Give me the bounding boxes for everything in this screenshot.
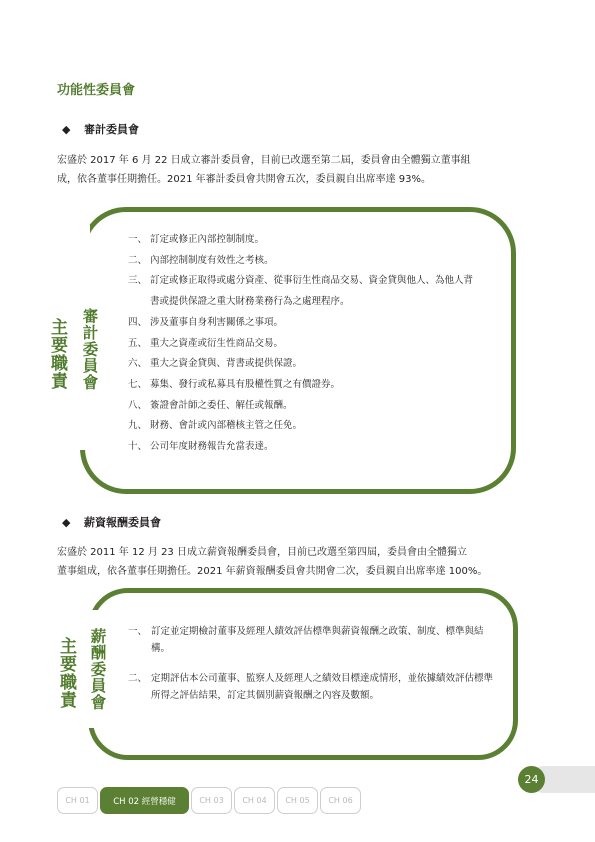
- list-item: 九、 財務、會計或內部稽核主管之任免。: [128, 420, 303, 432]
- audit-outer-label: 主要職責: [47, 318, 67, 390]
- tab-ch01[interactable]: CH 01: [57, 787, 98, 814]
- comp-intro-line: 宏盛於 2011 年 12 月 23 日成立薪資報酬委員會，目前已改選至第四屆，委員會由全體獨立: [57, 547, 467, 558]
- list-item: 五、 重大之資產或衍生性商品交易。: [128, 337, 284, 349]
- comp-heading-text: 薪資報酬委員會: [84, 516, 161, 529]
- audit-heading-text: 審計委員會: [84, 123, 139, 136]
- list-item: 六、 重大之資金貸與、背書或提供保證。: [128, 358, 303, 370]
- comp-duties-list: [128, 623, 493, 717]
- section-title: 功能性委員會: [57, 83, 136, 98]
- list-item: 二、 內部控制制度有效性之考核。: [128, 254, 274, 266]
- comp-intro: [57, 543, 537, 581]
- page-number: 24: [518, 766, 545, 793]
- list-item: 四、 涉及董事自身利害關係之事項。: [128, 316, 284, 328]
- comp-inner-label: 薪酬委員會: [88, 628, 107, 711]
- list-item: 七、 募集、發行或私募具有股權性質之有價證券。: [128, 378, 341, 390]
- comp-committee-heading: [62, 514, 161, 530]
- diamond-bullet-icon: ◆: [62, 123, 71, 136]
- audit-intro-line: 宏盛於 2017 年 6 月 22 日成立審計委員會，目前已改選至第二屆，委員會由全體獨立董事組: [57, 155, 471, 166]
- comp-outer-label: 主要職責: [56, 637, 76, 709]
- audit-inner-label: 審計委員會: [80, 308, 99, 391]
- audit-committee-heading: [62, 121, 139, 137]
- tab-ch04[interactable]: CH 04: [234, 787, 275, 814]
- list-item: 二、 定期評估本公司董事、監察人及經理人之績效目標達成情形，並依據績效評估標準所得之評估結果，訂定其個別薪資報酬之內容及數額。: [128, 673, 494, 701]
- tab-ch05[interactable]: CH 05: [277, 787, 318, 814]
- tab-ch02[interactable]: CH 02 經營穩健: [100, 787, 189, 814]
- list-item: 一、 訂定並定期檢討董事及經理人績效評估標準與薪資報酬之政策、制度、標準與結構。: [128, 626, 484, 654]
- list-item: 一、 訂定或修正內部控制制度。: [128, 234, 265, 245]
- list-item: 八、 簽證會計師之委任、解任或報酬。: [128, 399, 293, 411]
- tab-ch06[interactable]: CH 06: [320, 787, 361, 814]
- list-item: 十、 公司年度財務報告允當表達。: [128, 441, 274, 453]
- tab-ch03[interactable]: CH 03: [191, 787, 232, 814]
- list-item: 三、 訂定或修正取得或處分資產、從事衍生性商品交易、資金貸與他人、為他人背書或提供保證之重大財務業務行為之處理程序。: [128, 275, 474, 308]
- audit-intro-line: 成，依各董事任期擔任。2021 年審計委員會共開會五次，委員親自出席率達 93%。: [57, 174, 432, 185]
- diamond-bullet-icon: ◆: [62, 516, 71, 529]
- comp-intro-line: 董事組成，依各董事任期擔任。2021 年薪資報酬委員會共開會二次，委員親自出席率達 100%。: [57, 566, 488, 577]
- audit-duties-list: [128, 230, 488, 458]
- audit-intro: [57, 151, 537, 189]
